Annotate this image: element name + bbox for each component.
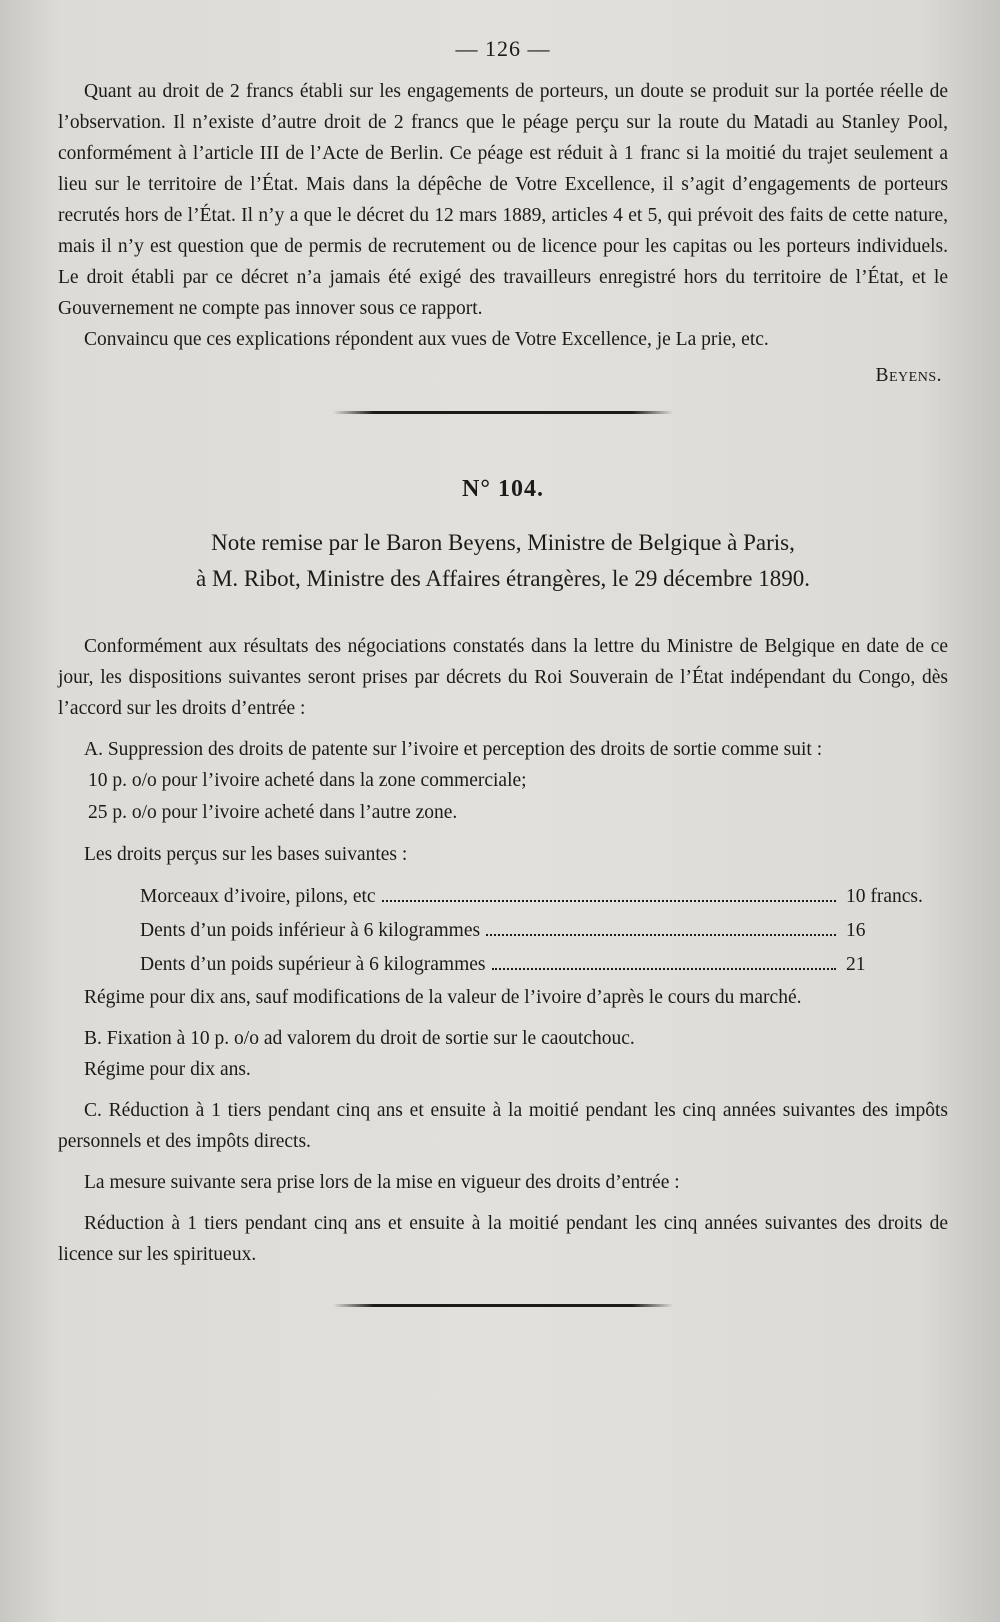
document-title-line-2: à M. Ribot, Ministre des Affaires étrangères, le 29 décembre 1890. <box>195 566 810 591</box>
dot-leader <box>382 900 836 902</box>
duty-value: 10 francs. <box>846 886 923 907</box>
duty-item: Dents d’un poids supérieur à 6 kilogrammes <box>140 954 486 975</box>
duty-value: 16 <box>846 920 866 941</box>
document-number: N° 104. <box>462 476 544 502</box>
letter-paragraph-porters: Quant au droit de 2 francs établi sur les engagements de porteurs, un doute se produit sur la portée réelle de l’observation. Il n’existe d’autre droit de 2 francs que le péage perçu sur la route du Matadi au Stanley Pool, conformément à l’article III de l’Acte de Berlin. Ce péage est réduit à 1 franc si la moitié du trajet seulement a lieu sur le territoire de l’État. Mais dans la dépêche de Votre Excellence, il s’agit d’engagements de porteurs recrutés hors de l’État. Il n’y a que le décret du 12 mars 1889, articles 4 et 5, qui prévoit des faits de cette nature, mais il n’y est question que de permis de recrutement ou de licence pour les capitas ou les porteurs individuels. Le droit établi par ce décret n’a jamais été exigé des travailleurs enregistré hors du territoire de l’État, et le Gouvernement ne compte pas innover sous ce rapport. <box>58 81 948 319</box>
section-c: C. Réduction à 1 tiers pendant cinq ans et ensuite à la moitié pendant les cinq années suivantes des impôts personnels et des impôts directs. <box>58 1100 948 1152</box>
dot-leader <box>492 968 836 970</box>
measure-spirits: Réduction à 1 tiers pendant cinq ans et ensuite à la moitié pendant les cinq années suivantes des droits de licence sur les spiritueux. <box>58 1213 948 1265</box>
duty-row <box>140 914 946 948</box>
measure-intro: La mesure suivante sera prise lors de la mise en vigueur des droits d’entrée : <box>84 1172 680 1193</box>
duty-row <box>140 880 946 914</box>
duty-item: Dents d’un poids inférieur à 6 kilogrammes <box>140 920 481 941</box>
section-b: B. Fixation à 10 p. o/o ad valorem du droit de sortie sur le caoutchouc. <box>84 1028 635 1049</box>
letter-closing: Convaincu que ces explications répondent aux vues de Votre Excellence, je La prie, etc. <box>84 329 769 350</box>
duty-table <box>58 880 948 982</box>
page-number: — 126 — <box>455 36 551 61</box>
end-rule <box>333 1304 673 1307</box>
bases-intro: Les droits perçus sur les bases suivantes : <box>84 844 408 865</box>
letter-signature: Beyens. <box>875 365 942 386</box>
section-a: A. Suppression des droits de patente sur l’ivoire et perception des droits de sortie comme suit : <box>84 739 823 760</box>
duty-row <box>140 948 946 982</box>
rate-commercial-zone: 10 p. o/o pour l’ivoire acheté dans la zone commerciale; <box>88 770 527 791</box>
regime-ivory: Régime pour dix ans, sauf modifications de la valeur de l’ivoire d’après le cours du marché. <box>84 987 802 1008</box>
document-title <box>58 525 948 597</box>
regime-rubber: Régime pour dix ans. <box>84 1059 251 1080</box>
document-title-line-1: Note remise par le Baron Beyens, Ministre de Belgique à Paris, <box>211 530 795 555</box>
dot-leader <box>486 934 836 936</box>
rate-other-zone: 25 p. o/o pour l’ivoire acheté dans l’autre zone. <box>88 802 458 823</box>
duty-item: Morceaux d’ivoire, pilons, etc <box>140 886 376 907</box>
duty-value: 21 <box>846 954 866 975</box>
separator-rule <box>333 411 673 414</box>
note-intro: Conformément aux résultats des négociations constatés dans la lettre du Ministre de Belgique en date de ce jour, les dispositions suivantes seront prises par décrets du Roi Souverain de l’État indépendant du Congo, dès l’accord sur les droits d’entrée : <box>58 636 948 719</box>
